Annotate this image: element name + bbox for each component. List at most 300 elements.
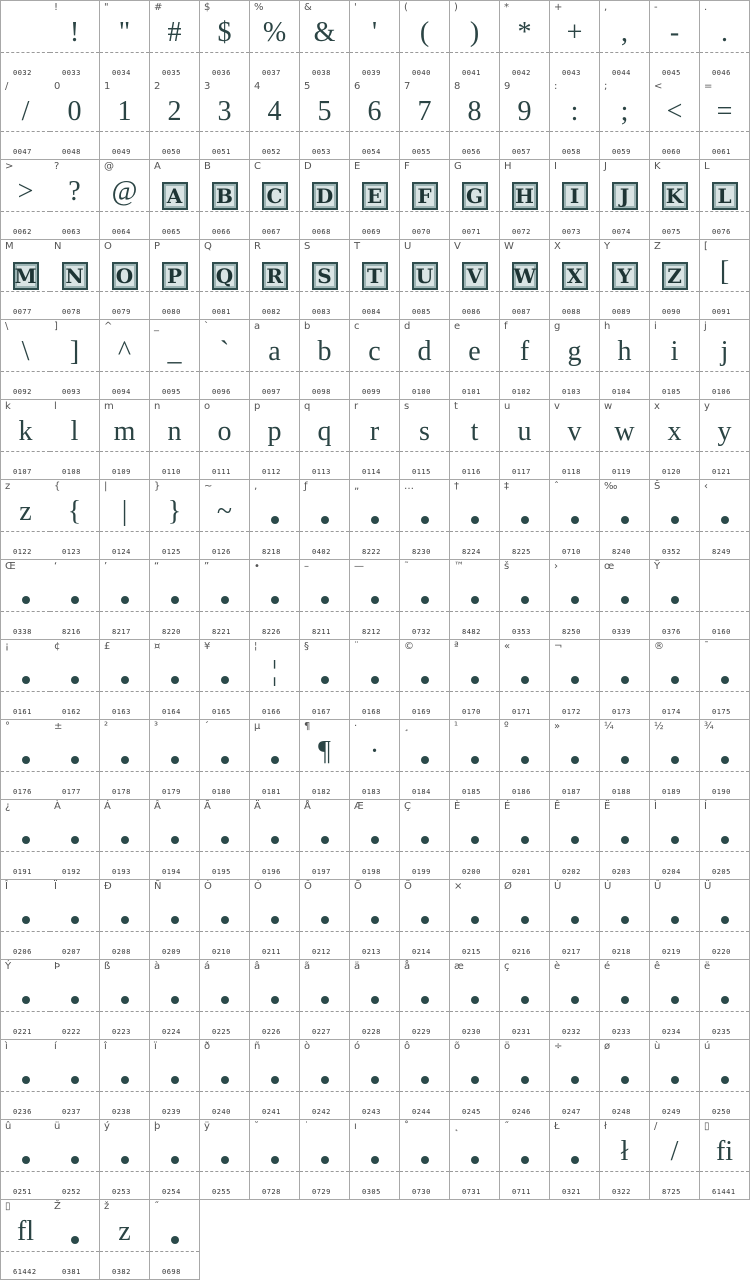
baseline-guide bbox=[450, 291, 499, 292]
missing-glyph-dot bbox=[371, 1156, 379, 1164]
glyph-sample: 2 bbox=[167, 96, 182, 127]
char-code: 0067 bbox=[262, 228, 281, 236]
glyph-cell bbox=[0, 320, 51, 400]
missing-glyph-dot bbox=[22, 596, 30, 604]
glyph-cell bbox=[100, 800, 150, 880]
glyph-cell bbox=[450, 320, 500, 400]
baseline-guide bbox=[350, 531, 399, 532]
glyph-sample: ł bbox=[620, 1136, 629, 1167]
missing-glyph-dot bbox=[71, 676, 79, 684]
char-code: 8218 bbox=[262, 548, 281, 556]
glyph-cell bbox=[700, 80, 750, 160]
glyph-cell bbox=[150, 0, 200, 81]
missing-glyph-dot bbox=[471, 1076, 479, 1084]
char-label: p bbox=[254, 401, 261, 412]
char-label: ı bbox=[354, 1121, 357, 1132]
glyph-cell bbox=[600, 1040, 650, 1120]
glyph-letter: W bbox=[513, 264, 536, 288]
glyph-cell bbox=[100, 1040, 150, 1120]
missing-glyph-dot bbox=[421, 756, 429, 764]
glyph-cell bbox=[250, 1040, 300, 1120]
char-label: ¥ bbox=[204, 641, 211, 652]
char-label: # bbox=[154, 2, 163, 13]
char-code: 8482 bbox=[462, 628, 481, 636]
char-code: 61441 bbox=[712, 1188, 736, 1196]
char-label: % bbox=[254, 2, 264, 13]
glyph-cell bbox=[50, 800, 100, 880]
char-code: 0214 bbox=[412, 948, 431, 956]
baseline-guide bbox=[450, 851, 499, 852]
missing-glyph-dot bbox=[271, 1156, 279, 1164]
ornate-capital-glyph bbox=[712, 182, 738, 210]
glyph-cell bbox=[700, 400, 750, 480]
glyph-letter: H bbox=[515, 184, 534, 208]
baseline-guide bbox=[600, 531, 649, 532]
glyph-cell bbox=[500, 240, 550, 320]
glyph-sample: k bbox=[18, 416, 33, 447]
baseline-guide bbox=[500, 931, 549, 932]
baseline-guide bbox=[500, 531, 549, 532]
glyph-sample: n bbox=[167, 416, 182, 447]
glyph-letter: U bbox=[415, 264, 434, 288]
glyph-cell bbox=[150, 1200, 200, 1280]
missing-glyph-dot bbox=[471, 676, 479, 684]
glyph-cell bbox=[550, 560, 600, 640]
baseline-guide bbox=[300, 1011, 349, 1012]
glyph-sample: ; bbox=[620, 96, 629, 127]
glyph-cell bbox=[650, 480, 700, 560]
char-code: 0034 bbox=[112, 69, 131, 77]
missing-glyph-dot bbox=[121, 1156, 129, 1164]
glyph-cell bbox=[50, 480, 100, 560]
char-label: ” bbox=[204, 561, 210, 572]
char-code: 0054 bbox=[362, 148, 381, 156]
missing-glyph-dot bbox=[571, 676, 579, 684]
missing-glyph-dot bbox=[571, 516, 579, 524]
glyph-cell bbox=[350, 160, 400, 240]
char-label: Þ bbox=[54, 961, 61, 972]
glyph-letter: I bbox=[569, 184, 580, 208]
missing-glyph-dot bbox=[671, 996, 679, 1004]
char-code: 0110 bbox=[162, 468, 181, 476]
baseline-guide bbox=[150, 211, 199, 212]
glyph-cell bbox=[550, 800, 600, 880]
char-label: ± bbox=[54, 721, 63, 732]
char-label: T bbox=[354, 241, 361, 252]
glyph-cell bbox=[200, 1120, 250, 1200]
missing-glyph-dot bbox=[22, 676, 30, 684]
glyph-cell bbox=[100, 1200, 150, 1280]
baseline-guide bbox=[550, 611, 599, 612]
missing-glyph-dot bbox=[121, 1076, 129, 1084]
char-code: 0163 bbox=[112, 708, 131, 716]
char-label: j bbox=[704, 321, 707, 332]
glyph-cell bbox=[400, 320, 450, 400]
missing-glyph-dot bbox=[321, 916, 329, 924]
char-label: _ bbox=[154, 321, 159, 332]
baseline-guide bbox=[650, 931, 699, 932]
char-code: 0322 bbox=[612, 1188, 631, 1196]
glyph-letter: B bbox=[216, 184, 233, 208]
char-label: d bbox=[404, 321, 411, 332]
glyph-cell bbox=[650, 1040, 700, 1120]
baseline-guide bbox=[250, 531, 299, 532]
glyph-cell bbox=[100, 160, 150, 240]
char-code: 0065 bbox=[162, 228, 181, 236]
glyph-cell bbox=[0, 1200, 51, 1280]
char-code: 0166 bbox=[262, 708, 281, 716]
missing-glyph-dot bbox=[621, 596, 629, 604]
glyph-cell bbox=[400, 1040, 450, 1120]
glyph-cell bbox=[50, 0, 100, 81]
baseline-guide bbox=[150, 1011, 199, 1012]
char-code: 0210 bbox=[212, 948, 231, 956]
glyph-letter: C bbox=[266, 184, 283, 208]
baseline-guide bbox=[650, 771, 699, 772]
char-code: 0338 bbox=[13, 628, 32, 636]
char-label: Z bbox=[654, 241, 661, 252]
missing-glyph-dot bbox=[721, 1076, 729, 1084]
glyph-cell bbox=[200, 560, 250, 640]
glyph-cell bbox=[300, 1120, 350, 1200]
char-code: 0051 bbox=[212, 148, 231, 156]
glyph-cell bbox=[100, 0, 150, 81]
char-label: 2 bbox=[154, 81, 161, 92]
char-label: F bbox=[404, 161, 410, 172]
missing-glyph-dot bbox=[521, 1076, 529, 1084]
missing-glyph-dot bbox=[221, 1076, 229, 1084]
glyph-cell bbox=[300, 240, 350, 320]
glyph-cell bbox=[50, 640, 100, 720]
char-label: Ÿ bbox=[654, 561, 661, 572]
char-code: 0184 bbox=[412, 788, 431, 796]
missing-glyph-dot bbox=[71, 596, 79, 604]
char-label: E bbox=[354, 161, 361, 172]
char-code: 0402 bbox=[312, 548, 331, 556]
char-code: 0064 bbox=[112, 228, 131, 236]
missing-glyph-dot bbox=[421, 916, 429, 924]
baseline-guide bbox=[650, 531, 699, 532]
missing-glyph-dot bbox=[171, 1076, 179, 1084]
char-code: 0084 bbox=[362, 308, 381, 316]
char-code: 0235 bbox=[712, 1028, 731, 1036]
missing-glyph-dot bbox=[22, 916, 30, 924]
missing-glyph-dot bbox=[721, 676, 729, 684]
char-code: 0080 bbox=[162, 308, 181, 316]
char-code: 0168 bbox=[362, 708, 381, 716]
glyph-sample: 1 bbox=[117, 96, 132, 127]
glyph-cell bbox=[550, 720, 600, 800]
glyph-cell bbox=[500, 160, 550, 240]
glyph-letter: D bbox=[315, 184, 334, 208]
baseline-guide bbox=[250, 851, 299, 852]
glyph-cell bbox=[550, 400, 600, 480]
glyph-cell bbox=[400, 0, 450, 81]
baseline-guide bbox=[700, 1011, 749, 1012]
missing-glyph-dot bbox=[71, 1236, 79, 1244]
char-label: î bbox=[104, 1041, 107, 1052]
char-label: M bbox=[5, 241, 14, 252]
char-label: f bbox=[504, 321, 508, 332]
char-code: 0190 bbox=[712, 788, 731, 796]
baseline-guide bbox=[700, 1091, 749, 1092]
glyph-cell bbox=[100, 1120, 150, 1200]
baseline-guide bbox=[400, 931, 449, 932]
char-label: B bbox=[204, 161, 211, 172]
glyph-cell bbox=[600, 160, 650, 240]
char-code: 0180 bbox=[212, 788, 231, 796]
char-code: 0126 bbox=[212, 548, 231, 556]
glyph-cell bbox=[100, 480, 150, 560]
char-code: 0044 bbox=[612, 69, 631, 77]
char-code: 0175 bbox=[712, 708, 731, 716]
char-label: … bbox=[404, 481, 414, 492]
glyph-cell bbox=[300, 480, 350, 560]
glyph-sample: ¶ bbox=[318, 736, 331, 767]
baseline-guide bbox=[150, 1171, 199, 1172]
char-code: 8224 bbox=[462, 548, 481, 556]
char-label: À bbox=[54, 801, 61, 812]
char-code: 0160 bbox=[712, 628, 731, 636]
char-code: 0226 bbox=[262, 1028, 281, 1036]
char-label: Ł bbox=[554, 1121, 560, 1132]
char-code: 0194 bbox=[162, 868, 181, 876]
char-code: 0069 bbox=[362, 228, 381, 236]
missing-glyph-dot bbox=[721, 516, 729, 524]
ornate-capital-glyph bbox=[13, 262, 39, 290]
baseline-guide bbox=[600, 1091, 649, 1092]
char-code: 0091 bbox=[712, 308, 731, 316]
char-code: 0116 bbox=[462, 468, 481, 476]
ornate-capital-glyph bbox=[562, 182, 588, 210]
char-code: 0246 bbox=[512, 1108, 531, 1116]
char-label: @ bbox=[104, 161, 114, 172]
char-label: Š bbox=[654, 481, 661, 492]
char-label: V bbox=[454, 241, 461, 252]
baseline-guide bbox=[100, 691, 149, 692]
baseline-guide bbox=[400, 1091, 449, 1092]
baseline-guide bbox=[50, 1011, 99, 1012]
char-label: ž bbox=[104, 1201, 110, 1212]
baseline-guide bbox=[100, 771, 149, 772]
char-code: 0185 bbox=[462, 788, 481, 796]
char-label: . bbox=[704, 2, 708, 13]
char-code: 0170 bbox=[462, 708, 481, 716]
char-label: t bbox=[454, 401, 458, 412]
baseline-guide bbox=[650, 851, 699, 852]
glyph-cell bbox=[200, 720, 250, 800]
char-label: » bbox=[554, 721, 561, 732]
glyph-cell bbox=[650, 720, 700, 800]
ornate-capital-glyph bbox=[312, 262, 338, 290]
glyph-sample: $ bbox=[217, 17, 232, 48]
baseline-guide bbox=[550, 931, 599, 932]
missing-glyph-dot bbox=[171, 676, 179, 684]
char-code: 0035 bbox=[162, 69, 181, 77]
char-code: 0109 bbox=[112, 468, 131, 476]
glyph-cell bbox=[50, 80, 100, 160]
glyph-cell bbox=[300, 880, 350, 960]
char-code: 0037 bbox=[262, 69, 281, 77]
char-label: º bbox=[504, 721, 509, 732]
missing-glyph-dot bbox=[321, 516, 329, 524]
baseline-guide bbox=[350, 691, 399, 692]
char-code: 0074 bbox=[612, 228, 631, 236]
glyph-cell bbox=[550, 1120, 600, 1200]
baseline-guide bbox=[100, 931, 149, 932]
glyph-cell bbox=[50, 1120, 100, 1200]
missing-glyph-dot bbox=[571, 1076, 579, 1084]
char-code: 0096 bbox=[212, 388, 231, 396]
char-label: U bbox=[404, 241, 412, 252]
glyph-cell bbox=[50, 1200, 100, 1280]
baseline-guide bbox=[200, 1011, 249, 1012]
glyph-cell bbox=[500, 1040, 550, 1120]
char-code: 0201 bbox=[512, 868, 531, 876]
char-label: Ô bbox=[304, 881, 312, 892]
glyph-sample: " bbox=[118, 17, 131, 48]
glyph-sample: } bbox=[167, 496, 182, 527]
char-code: 0040 bbox=[412, 69, 431, 77]
char-code: 0068 bbox=[312, 228, 331, 236]
char-code: 0061 bbox=[712, 148, 731, 156]
glyph-cell bbox=[250, 960, 300, 1040]
baseline-guide bbox=[550, 531, 599, 532]
missing-glyph-dot bbox=[171, 916, 179, 924]
baseline-guide bbox=[350, 1011, 399, 1012]
char-label: l bbox=[54, 401, 57, 412]
char-label: ? bbox=[54, 161, 60, 172]
char-code: 0181 bbox=[262, 788, 281, 796]
ornate-capital-glyph bbox=[512, 182, 538, 210]
char-code: 0113 bbox=[312, 468, 331, 476]
missing-glyph-dot bbox=[371, 996, 379, 1004]
char-label: ¸ bbox=[404, 721, 409, 732]
char-label: ™ bbox=[454, 561, 464, 572]
char-code: 0176 bbox=[13, 788, 32, 796]
missing-glyph-dot bbox=[371, 916, 379, 924]
glyph-cell bbox=[550, 1040, 600, 1120]
char-code: 8240 bbox=[612, 548, 631, 556]
missing-glyph-dot bbox=[471, 836, 479, 844]
glyph-letter: K bbox=[665, 184, 684, 208]
char-label: Ä bbox=[254, 801, 261, 812]
baseline-guide bbox=[500, 291, 549, 292]
glyph-sample: y bbox=[717, 416, 732, 447]
glyph-cell bbox=[300, 640, 350, 720]
baseline-guide bbox=[100, 291, 149, 292]
char-label: Á bbox=[104, 801, 111, 812]
char-label: ’ bbox=[104, 561, 108, 572]
char-code: 0063 bbox=[62, 228, 81, 236]
glyph-cell bbox=[250, 1120, 300, 1200]
missing-glyph-dot bbox=[271, 996, 279, 1004]
char-code: 0164 bbox=[162, 708, 181, 716]
char-code: 0174 bbox=[662, 708, 681, 716]
missing-glyph-dot bbox=[621, 1076, 629, 1084]
glyph-cell bbox=[250, 320, 300, 400]
glyph-sample: = bbox=[716, 96, 733, 127]
glyph-sample: [ bbox=[719, 256, 730, 287]
char-label: § bbox=[304, 641, 309, 652]
glyph-cell bbox=[200, 800, 250, 880]
glyph-sample: 7 bbox=[417, 96, 432, 127]
char-label: å bbox=[404, 961, 411, 972]
char-label: ' bbox=[354, 2, 357, 13]
glyph-cell bbox=[100, 720, 150, 800]
char-code: 0123 bbox=[62, 548, 81, 556]
glyph-cell bbox=[450, 240, 500, 320]
glyph-sample: w bbox=[614, 416, 635, 447]
glyph-sample: ¦ bbox=[271, 656, 278, 687]
char-code: 0036 bbox=[212, 69, 231, 77]
char-label: Ó bbox=[254, 881, 262, 892]
char-code: 0182 bbox=[312, 788, 331, 796]
char-code: 8217 bbox=[112, 628, 131, 636]
char-code: 0251 bbox=[13, 1188, 32, 1196]
glyph-sample: z bbox=[118, 1216, 131, 1247]
missing-glyph-dot bbox=[221, 836, 229, 844]
baseline-guide bbox=[200, 1171, 249, 1172]
char-label: ð bbox=[204, 1041, 211, 1052]
baseline-guide bbox=[500, 851, 549, 852]
missing-glyph-dot bbox=[671, 596, 679, 604]
glyph-cell bbox=[700, 240, 750, 320]
glyph-cell bbox=[600, 240, 650, 320]
char-label: Ï bbox=[54, 881, 57, 892]
glyph-cell bbox=[150, 560, 200, 640]
char-code: 0094 bbox=[112, 388, 131, 396]
baseline-guide bbox=[500, 771, 549, 772]
glyph-sample: o bbox=[217, 416, 232, 447]
glyph-cell bbox=[100, 240, 150, 320]
char-label: h bbox=[604, 321, 611, 332]
missing-glyph-dot bbox=[421, 1076, 429, 1084]
char-code: 0115 bbox=[412, 468, 431, 476]
char-code: 0211 bbox=[262, 948, 281, 956]
glyph-cell bbox=[0, 640, 51, 720]
char-label: > bbox=[5, 161, 14, 172]
char-code: 0177 bbox=[62, 788, 81, 796]
char-code: 0078 bbox=[62, 308, 81, 316]
baseline-guide bbox=[100, 851, 149, 852]
glyph-cell bbox=[650, 560, 700, 640]
char-label: ¨ bbox=[354, 641, 359, 652]
char-label: c bbox=[354, 321, 360, 332]
glyph-sample: t bbox=[470, 416, 479, 447]
missing-glyph-dot bbox=[271, 596, 279, 604]
glyph-cell bbox=[50, 1040, 100, 1120]
glyph-cell bbox=[450, 80, 500, 160]
char-code: 0197 bbox=[312, 868, 331, 876]
glyph-cell bbox=[150, 320, 200, 400]
char-label: † bbox=[454, 481, 459, 492]
glyph-sample: . bbox=[721, 17, 728, 48]
glyph-cell bbox=[700, 160, 750, 240]
baseline-guide bbox=[350, 1171, 399, 1172]
baseline-guide bbox=[300, 611, 349, 612]
char-code: 0234 bbox=[662, 1028, 681, 1036]
char-label: H bbox=[504, 161, 512, 172]
char-code: 0206 bbox=[13, 948, 32, 956]
char-label: ¿ bbox=[5, 801, 11, 812]
glyph-cell bbox=[450, 480, 500, 560]
char-label: w bbox=[604, 401, 613, 412]
missing-glyph-dot bbox=[121, 676, 129, 684]
baseline-guide bbox=[400, 531, 449, 532]
baseline-guide bbox=[700, 691, 749, 692]
glyph-sample: + bbox=[566, 17, 583, 48]
